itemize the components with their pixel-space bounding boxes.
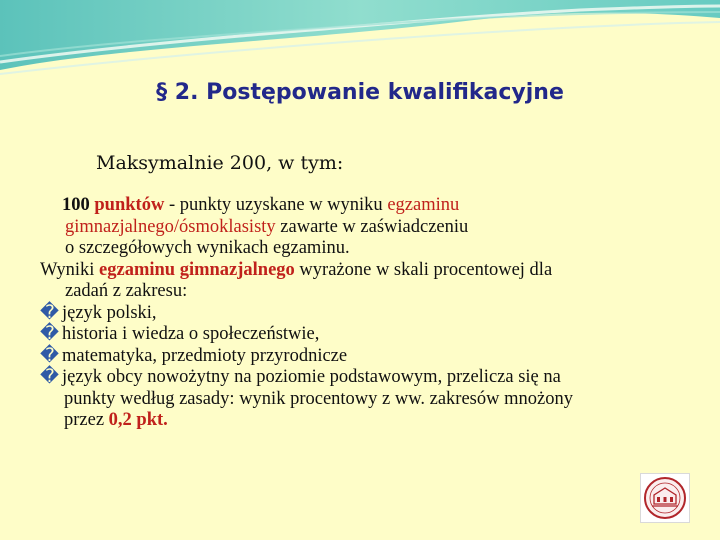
results-exam: egzaminu gimnazjalnego	[99, 259, 295, 280]
list-item	[40, 367, 680, 389]
rule-prefix: przez	[64, 410, 109, 430]
paragraph-points-line2	[40, 217, 680, 239]
rule-line-final	[40, 410, 680, 432]
list-item-tail: przelicza się na	[442, 367, 561, 387]
results-text: wyrażone w skali procentowej dla	[294, 259, 553, 280]
exam-word: egzaminu	[387, 195, 460, 215]
list-item	[40, 346, 680, 368]
bullet-icon: �	[40, 367, 59, 387]
list-item-text: język obcy nowożytny na poziomie podstawowym,	[62, 367, 443, 387]
points-text-2: zawarte w zaświadczeniu	[275, 216, 469, 237]
paragraph-results	[40, 260, 680, 282]
list-item	[40, 324, 680, 346]
list-item-text: historia i wiedza o społeczeństwie,	[62, 324, 320, 344]
school-emblem-icon	[640, 473, 690, 523]
results-prefix: Wyniki	[40, 259, 100, 280]
header-wave-decoration	[0, 0, 720, 90]
points-word: punktów	[94, 195, 165, 215]
slide-body	[40, 195, 680, 432]
points-text: - punkty uzyskane w wyniku	[164, 195, 388, 215]
paragraph-points-line3: o szczegółowych wynikach egzaminu.	[65, 238, 350, 258]
points-number: 100	[62, 195, 90, 215]
slide-subtitle: Maksymalnie 200, w tym:	[96, 152, 344, 174]
rule-factor: 0,2 pkt.	[108, 410, 168, 430]
bullet-icon: �	[40, 345, 59, 366]
exam-type: gimnazjalnego/ósmoklasisty	[65, 216, 276, 237]
paragraph-points	[40, 195, 680, 217]
list-item	[40, 303, 680, 325]
list-item-text: język polski,	[62, 302, 157, 323]
rule-line: punkty według zasady: wynik procentowy z ww. zakresów mnożony	[64, 388, 573, 409]
slide-title: § 2. Postępowanie kwalifikacyjne	[156, 80, 564, 105]
bullet-icon: �	[40, 302, 59, 323]
paragraph-results-line2: zadań z zakresu:	[65, 281, 188, 301]
bullet-icon: �	[40, 324, 59, 344]
list-item-text: matematyka, przedmioty przyrodnicze	[62, 345, 348, 366]
